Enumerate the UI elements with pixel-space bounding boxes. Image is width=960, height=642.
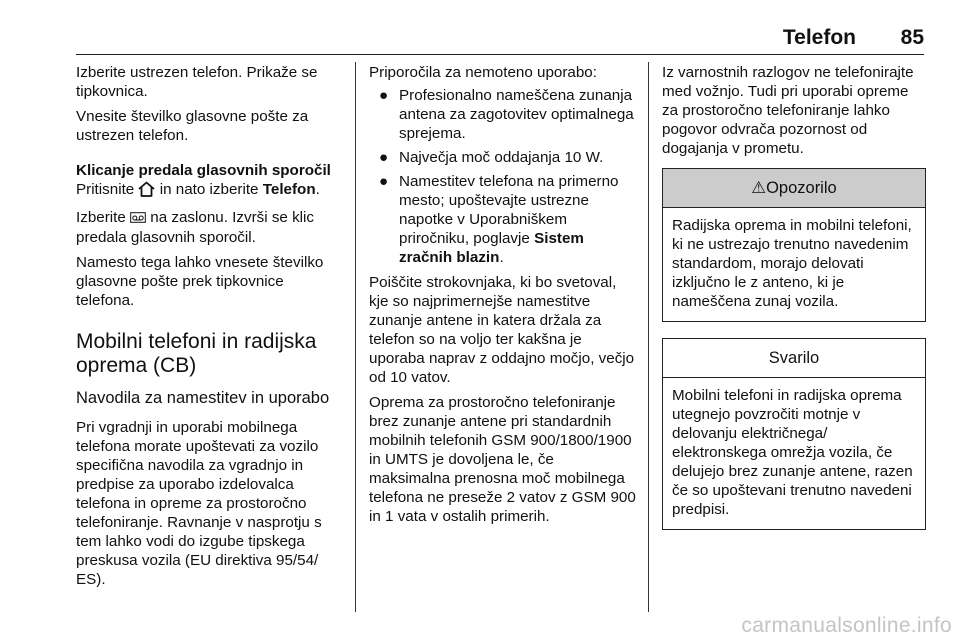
- paragraph: Iz varnostnih razlogov ne telefonirajte med vožnjo. Tudi pri uporabi opreme za prostoročno telefoniranje lahko pogovor odvrača pozornost od dogajanja v prometu.: [662, 64, 914, 157]
- paragraph: Izberite na zaslonu. Izvrši se klic predala glasovnih sporočil.: [76, 209, 315, 246]
- section-title: Mobilni telefoni in radijska oprema (CB): [76, 330, 317, 377]
- voicemail-heading: Klicanje predala glasovnih sporočil: [76, 162, 331, 179]
- warning-body: Radijska oprema in mobilni telefoni, ki ne ustrezajo trenutno navedenim standardom, morajo delovati izključno le z anteno, ki je nameščena zunaj vozila.: [672, 217, 912, 310]
- paragraph: Vnesite številko glasovne pošte za ustrezen telefon.: [76, 108, 309, 144]
- telefon-label: Telefon: [262, 181, 316, 198]
- column-left: [76, 63, 344, 595]
- column-middle: [369, 63, 637, 532]
- paragraph: Poiščite strokovnjaka, ki bo svetoval, kje so najprimernejše namestitve zunanje antene in katera držala za telefon so na voljo ter kakšna je uporaba naprav z oddajno močjo, večjo od 10 vatov.: [369, 274, 635, 386]
- page-title: Telefon: [782, 26, 856, 49]
- paragraph: Oprema za prostoročno telefoniranje brez zunanje antene pri standardnih mobilnih telefonih GSM 900/1800/1900 in UMTS je dovoljena le, če maksimalna prenosna moč mobilnega telefona ne preseže 2 vatov z GSM 900 in 1 vata v ostalih primerih.: [369, 394, 636, 525]
- paragraph: Namesto tega lahko vnesete številko glasovne pošte prek tipkovnice telefona.: [76, 254, 324, 309]
- paragraph: Priporočila za nemoteno uporabo:: [369, 64, 597, 81]
- page-number: 85: [900, 26, 924, 49]
- warning-title: Opozorilo: [766, 179, 837, 197]
- warning-header: [663, 169, 925, 208]
- caution-box: [662, 338, 926, 530]
- column-divider: [648, 62, 649, 612]
- list-item: ● Namestitev telefona na primerno mesto; upoštevajte ustrezne napotke v Uporabniškem priročniku, poglavje Sistem zračnih blazin.: [379, 173, 619, 266]
- caution-title: Svarilo: [663, 339, 925, 378]
- paragraph: Izberite ustrezen telefon. Prikaže se tipkovnica.: [76, 64, 318, 100]
- caution-body: Mobilni telefoni in radijska oprema utegnejo povzročiti motnje v delovanju električnega/ elektronskega omrežja vozila, če delujejo brez zunanje antene, razen če so upoštevani trenutno navedeni predpisi.: [672, 387, 913, 518]
- subsection-title: Navodila za namestitev in uporabo: [76, 389, 330, 407]
- watermark: carmanualsonline.info: [741, 614, 952, 637]
- paragraph: Pritisnite in nato izberite Telefon.: [76, 180, 344, 202]
- column-right: [662, 63, 926, 530]
- recommendation-list: [369, 86, 637, 267]
- column-divider: [355, 62, 356, 612]
- header-rule: [76, 54, 924, 55]
- airbag-reference: Sistem zračnih blazin: [399, 230, 584, 266]
- paragraph: Pri vgradnji in uporabi mobilnega telefona morate upoštevati za vozilo specifična navodila za vgradnjo in predpise za uporabo izdelovalca telefona in opreme za prostoročno telefoniranje. Ravnanje v nasprotju s tem lahko vodi do izgube tipskega preskusa vozila (EU direktiva 95/54/ ES).: [76, 419, 322, 588]
- warning-box: [662, 168, 926, 322]
- page-header: [36, 26, 924, 50]
- home-icon: [138, 181, 155, 202]
- list-item: ● Največja moč oddajanja 10 W.: [379, 149, 604, 166]
- list-item: ● Profesionalno nameščena zunanja antena za zagotovitev optimalnega sprejema.: [379, 87, 634, 142]
- warning-icon: ⚠: [751, 179, 767, 197]
- voicemail-icon: [130, 209, 146, 228]
